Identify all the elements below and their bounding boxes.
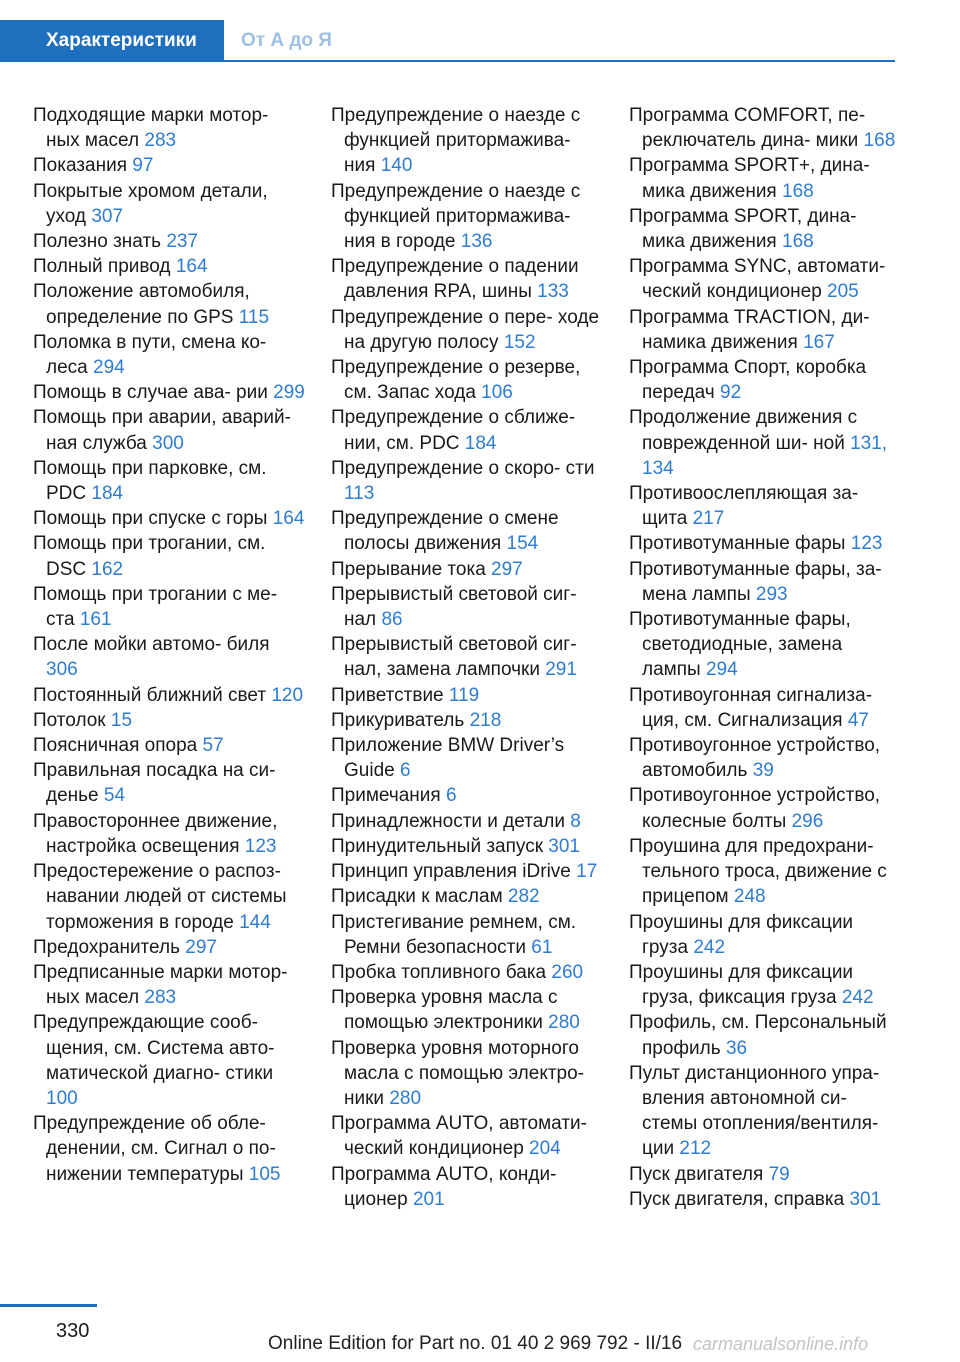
index-entry xyxy=(331,506,603,556)
index-entry xyxy=(629,960,901,1010)
index-entry xyxy=(331,859,603,884)
index-entry-text: Показания xyxy=(33,155,127,177)
page-link[interactable]: 154 xyxy=(506,533,539,555)
index-entry xyxy=(629,531,901,556)
page-link[interactable]: 123 xyxy=(244,835,277,857)
index-entry-text: Помощь при трогании, см. DSC xyxy=(33,533,266,580)
page-link[interactable]: 133 xyxy=(537,281,569,303)
watermark: carmanualsonline.info xyxy=(693,1334,869,1354)
index-entry-text: Постоянный ближний свет xyxy=(33,684,267,706)
page-link[interactable]: 79 xyxy=(768,1163,790,1185)
index-entry-text: Предохранитель xyxy=(33,936,180,958)
page-link[interactable]: 306 xyxy=(46,659,78,681)
index-entry xyxy=(629,834,901,910)
page-link[interactable]: 184 xyxy=(91,483,124,505)
page-link[interactable]: 113 xyxy=(344,483,375,505)
tab-characteristics[interactable]: Характеристики xyxy=(0,20,224,62)
index-entry-text: Проушины для фиксации груза, фиксация груза xyxy=(629,961,854,1009)
index-entry-text: Принадлежности и детали xyxy=(331,810,565,832)
page-link[interactable]: 297 xyxy=(185,936,217,958)
page-link[interactable]: 237 xyxy=(166,231,199,253)
index-entry-text: Потолок xyxy=(33,709,106,731)
index-entry xyxy=(629,153,901,203)
index-entry xyxy=(629,305,901,355)
index-entry-text: Предупреждение о наезде с функцией притормажива‐ ния xyxy=(331,105,581,177)
index-entry-text: Предупреждение о скоро‐ сти xyxy=(331,457,595,479)
index-entry xyxy=(33,733,305,758)
page-link[interactable]: 164 xyxy=(175,256,208,278)
index-entry xyxy=(33,229,305,254)
index-entry xyxy=(331,884,603,909)
index-entry-text: Правильная посадка на си‐ денье xyxy=(33,760,276,807)
index-entry xyxy=(629,103,901,153)
index-entry xyxy=(331,557,603,582)
index-entry xyxy=(331,632,603,682)
page-link[interactable]: 294 xyxy=(93,357,125,379)
page-link[interactable]: 136 xyxy=(460,231,493,253)
page-link[interactable]: 115 xyxy=(238,306,270,328)
page-link[interactable]: 164 xyxy=(272,508,305,530)
index-entry-text: Противотуманные фары, за‐ мена лампы xyxy=(629,558,882,605)
index-entry-text: Пульт дистанционного упра‐ вления автономной си‐ стемы отопления/вентиля‐ ции xyxy=(629,1062,880,1160)
index-entry-text: Присадки к маслам xyxy=(331,886,503,908)
index-entry xyxy=(33,1010,305,1111)
index-entry xyxy=(33,758,305,808)
index-entry-text: Правостороннее движение, настройка освещения xyxy=(33,810,278,857)
index-entry-text: Прерывание тока xyxy=(331,558,486,580)
page-link[interactable]: 201 xyxy=(412,1188,445,1210)
page-link[interactable]: 301 xyxy=(548,835,580,857)
index-entry-text: Противотуманные фары, светодиодные, замена лампы xyxy=(629,609,851,681)
tab-a-to-z[interactable]: От А до Я xyxy=(241,30,332,51)
index-entry-text: Подходящие марки мотор‐ ных масел xyxy=(33,105,269,152)
index-entry xyxy=(629,405,901,481)
page-link[interactable]: 167 xyxy=(803,331,835,353)
index-entry xyxy=(629,683,901,733)
page-link[interactable]: 15 xyxy=(110,709,133,731)
index-entry-text: Предупреждение о падении давления RPA, шины xyxy=(331,256,579,303)
page-link[interactable]: 161 xyxy=(79,609,112,631)
page-link[interactable]: 47 xyxy=(847,709,869,731)
index-entry-text: Полезно знать xyxy=(33,231,162,253)
index-entry xyxy=(33,1111,305,1187)
index-entry-text: Противоугонное устройство, колесные болты xyxy=(629,785,881,832)
index-entry-text: Помощь при парковке, см. PDC xyxy=(33,457,267,505)
index-entry xyxy=(629,481,901,531)
page-link[interactable]: 168 xyxy=(782,180,814,202)
footer-accent-line xyxy=(0,1304,97,1307)
page-link[interactable]: 299 xyxy=(273,382,305,404)
index-entry xyxy=(629,910,901,960)
index-entry-text: Поясничная опора xyxy=(33,735,198,757)
page-link[interactable]: 168 xyxy=(782,231,814,253)
index-entry-text: Предупреждение об обле‐ денении, см. Сигнал о по‐ нижении температуры xyxy=(33,1113,276,1185)
index-entry-text: Прикуриватель xyxy=(331,709,465,731)
page-link[interactable]: 54 xyxy=(103,785,126,807)
index-entry-text: Программа AUTO, автомати‐ ческий кондиционер xyxy=(331,1113,587,1160)
page-link[interactable]: 282 xyxy=(507,886,540,908)
page-link[interactable]: 92 xyxy=(720,382,742,404)
index-entry-text: Противоослепляющая за‐ щита xyxy=(629,483,859,530)
page-link[interactable]: 152 xyxy=(503,331,536,353)
index-entry xyxy=(331,405,603,455)
page-link[interactable]: 120 xyxy=(271,684,304,706)
index-entry-text: Покрытые хромом детали, уход xyxy=(33,180,268,227)
page-link[interactable]: 217 xyxy=(692,508,725,530)
edition-note: Online Edition for Part no. 01 40 2 969 792 - II/16 xyxy=(268,1333,683,1354)
index-entry xyxy=(331,960,603,985)
index-entry-text: Предупреждение о сближе‐ нии, см. PDC xyxy=(331,407,576,454)
index-entry xyxy=(629,355,901,405)
page-link[interactable]: 100 xyxy=(46,1087,78,1109)
index-entry-text: Пуск двигателя, справка xyxy=(629,1188,845,1210)
page-link[interactable]: 57 xyxy=(202,735,224,757)
index-entry xyxy=(33,935,305,960)
index-entry xyxy=(331,985,603,1035)
index-entry-text: Программа Спорт, коробка передач xyxy=(629,357,867,404)
index-entry xyxy=(331,834,603,859)
index-entry-text: Примечания xyxy=(331,785,441,807)
index-entry xyxy=(629,1061,901,1162)
index-entry xyxy=(629,783,901,833)
index-entry-text: Программа SYNC, автомати‐ ческий кондиционер xyxy=(629,256,886,303)
index-entry-text: Пуск двигателя xyxy=(629,1163,764,1185)
index-entry xyxy=(331,1162,603,1212)
index-entry-text: Пристегивание ремнем, см. Ремни безопасности xyxy=(331,911,577,958)
page-link[interactable]: 168 xyxy=(863,130,896,152)
index-entry-text: Помощь при трогании с ме‐ ста xyxy=(33,583,278,631)
index-entry xyxy=(629,607,901,683)
page-link[interactable]: 242 xyxy=(693,936,726,958)
index-entry xyxy=(629,557,901,607)
index-entry xyxy=(331,179,603,255)
page-link[interactable]: 307 xyxy=(91,205,124,227)
index-column-2 xyxy=(331,103,603,1212)
page-link[interactable]: 297 xyxy=(491,558,523,580)
index-entry-text: Предупреждение о резерве, см. Запас хода xyxy=(331,357,581,404)
tab-underline xyxy=(224,60,895,62)
page-link[interactable]: 123 xyxy=(850,533,883,555)
index-entry xyxy=(33,708,305,733)
index-entry xyxy=(33,380,305,405)
index-entry-text: Приветствие xyxy=(331,684,444,706)
page-link[interactable]: 86 xyxy=(381,609,403,631)
index-entry-text: После мойки автомо‐ биля xyxy=(33,634,270,656)
index-entry-text: Продолжение движения с поврежденной ши‐ ной xyxy=(629,407,858,454)
index-entry xyxy=(331,1111,603,1161)
page-link[interactable]: 131, 134 xyxy=(642,432,888,479)
index-entry xyxy=(33,330,305,380)
index-entry-text: Принудительный запуск xyxy=(331,835,544,857)
index-entry xyxy=(33,506,305,531)
page-link[interactable]: 242 xyxy=(841,987,874,1009)
index-entry xyxy=(331,456,603,506)
index-entry xyxy=(331,708,603,733)
page-link[interactable]: 293 xyxy=(755,583,788,605)
index-entry xyxy=(331,254,603,304)
page-link[interactable]: 248 xyxy=(733,886,766,908)
page-link[interactable]: 39 xyxy=(752,760,774,782)
index-entry xyxy=(331,305,603,355)
index-entry-text: Профиль, см. Персональный профиль xyxy=(629,1012,887,1059)
page-link[interactable]: 204 xyxy=(529,1138,561,1160)
page-link[interactable]: 260 xyxy=(551,961,584,983)
page-link[interactable]: 205 xyxy=(827,281,859,303)
index-entry xyxy=(33,960,305,1010)
page-link[interactable]: 140 xyxy=(380,155,413,177)
page-link[interactable]: 6 xyxy=(399,760,411,782)
index-entry xyxy=(629,733,901,783)
page-link[interactable]: 296 xyxy=(791,810,824,832)
index-entry xyxy=(33,456,305,506)
index-entry xyxy=(33,153,305,178)
index-entry xyxy=(331,103,603,179)
index-column-3 xyxy=(629,103,901,1212)
page-link[interactable]: 106 xyxy=(481,382,513,404)
index-entry xyxy=(331,582,603,632)
page-link[interactable]: 6 xyxy=(445,785,457,807)
index-entry-text: Программа SPORT, дина‐ мика движения xyxy=(629,205,857,253)
index-entry-text: Прерывистый световой сиг‐ нал xyxy=(331,583,577,631)
index-entry-text: Проверка уровня моторного масла с помощью электро‐ ники xyxy=(331,1037,585,1109)
index-entry xyxy=(629,254,901,304)
index-entry-text: Предостережение о распоз‐ навании людей от системы торможения в городе xyxy=(33,861,287,933)
index-entry xyxy=(629,204,901,254)
index-entry-text: Программа AUTO, конди‐ ционер xyxy=(331,1163,557,1210)
page-link[interactable]: 162 xyxy=(91,558,124,580)
page-link[interactable]: 144 xyxy=(239,911,271,933)
index-entry-text: Проушина для предохрани‐ тельного троса, движение с прицепом xyxy=(629,835,887,908)
page-link[interactable]: 218 xyxy=(469,709,502,731)
index-entry xyxy=(331,1036,603,1112)
index-entry xyxy=(331,809,603,834)
page-link[interactable]: 17 xyxy=(576,861,598,883)
index-entry xyxy=(33,683,305,708)
page-link[interactable]: 8 xyxy=(570,810,581,832)
index-entry xyxy=(331,683,603,708)
index-entry-text: Противоугонное устройство, автомобиль xyxy=(629,735,881,782)
index-entry xyxy=(33,582,305,632)
page-link[interactable]: 119 xyxy=(448,684,480,706)
index-entry xyxy=(33,859,305,935)
index-entry-text: Принцип управления iDrive xyxy=(331,861,571,883)
page-link[interactable]: 294 xyxy=(705,659,738,681)
index-entry xyxy=(33,279,305,329)
index-entry-text: Приложение BMW Driver’s Guide xyxy=(331,735,565,782)
page-link[interactable]: 105 xyxy=(248,1163,281,1185)
index-entry xyxy=(33,405,305,455)
index-entry xyxy=(33,103,305,153)
index-entry xyxy=(33,179,305,229)
index-entry-text: Предупреждение о наезде с функцией притормажива‐ ния в городе xyxy=(331,180,581,253)
page-link[interactable]: 300 xyxy=(152,432,184,454)
page-link[interactable]: 184 xyxy=(464,432,497,454)
page-link[interactable]: 36 xyxy=(725,1037,748,1059)
index-entry-text: Предупреждающие сооб‐ щения, см. Система авто‐ матической диагно‐ стики xyxy=(33,1012,275,1084)
index-entry-text: Проверка уровня масла с помощью электроники xyxy=(331,987,558,1034)
index-entry-text: Программа SPORT+, дина‐ мика движения xyxy=(629,155,870,202)
index-entry xyxy=(33,632,305,682)
page-link[interactable]: 301 xyxy=(849,1188,882,1210)
index-entry-text: Предписанные марки мотор‐ ных масел xyxy=(33,961,288,1009)
page-link[interactable]: 280 xyxy=(389,1087,422,1109)
page-link[interactable]: 283 xyxy=(144,130,177,152)
index-entry xyxy=(331,783,603,808)
page-link[interactable]: 97 xyxy=(132,155,154,177)
index-entry-text: Прерывистый световой сиг‐ нал, замена лампочки xyxy=(331,634,577,681)
page-number: 330 xyxy=(56,1320,90,1342)
index-entry xyxy=(331,733,603,783)
tab-bar xyxy=(0,20,895,62)
page-link[interactable]: 283 xyxy=(144,987,177,1009)
index-entry xyxy=(33,531,305,581)
index-entry-text: Противотуманные фары xyxy=(629,533,846,555)
index-entry-text: Проушины для фиксации груза xyxy=(629,911,854,958)
index-entry-text: Помощь в случае ава‐ рии xyxy=(33,382,268,404)
index-entry-text: Предупреждение о смене полосы движения xyxy=(331,508,559,555)
index-column-1 xyxy=(33,103,305,1187)
page-link[interactable]: 212 xyxy=(679,1138,712,1160)
index-entry-text: Противоугонная сигнализа‐ ция, см. Сигнализация xyxy=(629,684,873,731)
index-entry-text: Программа TRACTION, ди‐ намика движения xyxy=(629,306,870,353)
index-entry-text: Помощь при спуске с горы xyxy=(33,508,268,530)
page-link[interactable]: 61 xyxy=(531,936,553,958)
index-entry xyxy=(33,254,305,279)
index-entry xyxy=(629,1010,901,1060)
index-entry-text: Поломка в пути, смена ко‐ леса xyxy=(33,331,267,379)
index-entry xyxy=(331,910,603,960)
index-entry-text: Положение автомобиля, определение по GPS xyxy=(33,281,250,328)
page-link[interactable]: 291 xyxy=(545,659,577,681)
index-entry-text: Предупреждение о пере‐ ходе на другую полосу xyxy=(331,306,600,353)
index-entry-text: Помощь при аварии, аварий‐ ная служба xyxy=(33,407,291,454)
index-entry xyxy=(331,355,603,405)
page-link[interactable]: 280 xyxy=(548,1012,580,1034)
index-entry-text: Пробка топливного бака xyxy=(331,961,547,983)
index-entry xyxy=(629,1187,901,1212)
index-entry xyxy=(33,809,305,859)
index-entry-text: Полный привод xyxy=(33,256,171,278)
index-entry-text: Программа COMFORT, пе‐ реключатель дина‐ мики xyxy=(629,105,866,152)
index-entry xyxy=(629,1162,901,1187)
